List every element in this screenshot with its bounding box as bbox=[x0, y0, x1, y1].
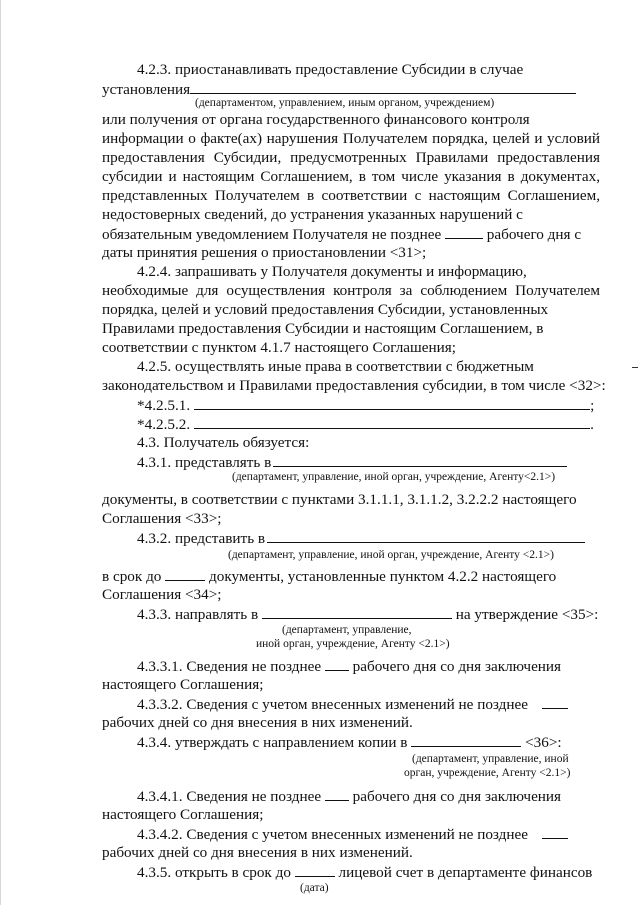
text-fragment: на утверждение <35>: bbox=[455, 606, 599, 623]
paragraph-line: даты принятия решения о приостановлении <31>; bbox=[102, 244, 427, 261]
clause-4-2-3-line bbox=[102, 79, 600, 99]
text-fragment: 4.3.3.1. Сведения не позднее bbox=[137, 658, 322, 675]
subclause-4-3-3-1 bbox=[137, 656, 600, 676]
subclause-4-3-4-1 bbox=[137, 786, 600, 806]
text-fragment: 4.3.3.2. Сведения с учетом внесенных изменений не позднее bbox=[137, 696, 528, 713]
blank-field bbox=[194, 395, 590, 410]
text-fragment: 4.3.1. представлять в bbox=[137, 454, 272, 471]
paragraph-line: необходимые для осуществления контроля за соблюдением Получателем bbox=[102, 282, 600, 299]
blank-field bbox=[165, 566, 205, 581]
paragraph-line: законодательством и Правилами предоставления субсидии, в том числе <32>: bbox=[102, 377, 606, 394]
blank-field bbox=[445, 224, 483, 239]
paragraph-line: настоящего Соглашения; bbox=[102, 676, 264, 693]
text-fragment: *4.2.5.1. bbox=[137, 397, 191, 414]
text-fragment: 4.3.4. утверждать с направлением копии в bbox=[137, 734, 408, 751]
text-fragment: 4.3.4.1. Сведения не позднее bbox=[137, 788, 322, 805]
text-fragment: установления bbox=[102, 81, 191, 98]
blank-field bbox=[411, 732, 521, 747]
section-4-3-heading: 4.3. Получатель обязуется: bbox=[137, 434, 310, 451]
field-caption: (департамент, управление, иной bbox=[412, 753, 569, 765]
text-fragment: *4.2.5.2. bbox=[137, 416, 191, 433]
margin-mark bbox=[632, 367, 638, 368]
text-fragment: обязательным уведомлением Получателя не позднее bbox=[102, 226, 442, 243]
paragraph-line: документы, в соответствии с пунктами 3.1.1.1, 3.1.1.2, 3.2.2.2 настоящего bbox=[102, 491, 577, 508]
field-caption: (дата) bbox=[300, 882, 329, 894]
clause-4-3-1-line bbox=[137, 452, 600, 472]
paragraph-line: рабочих дней со дня внесения в них изменений. bbox=[102, 714, 413, 731]
paragraph-line: соответствии с пунктом 4.1.7 настоящего Соглашения; bbox=[102, 339, 456, 356]
paragraph-line: субсидии и настоящим Соглашением, в том числе указания в документах, bbox=[102, 168, 600, 185]
paragraph-line: недостоверных сведений, до устранения указанных нарушений с bbox=[102, 206, 523, 223]
text-fragment: документы, установленные пунктом 4.2.2 настоящего bbox=[209, 568, 557, 585]
text-fragment: рабочего дня со дня заключения bbox=[352, 788, 562, 805]
paragraph-line bbox=[102, 224, 600, 244]
clause-4-3-2-line bbox=[137, 528, 600, 548]
blank-field bbox=[542, 824, 568, 839]
paragraph-line: представленных Получателем в соответствии с настоящим Соглашением, bbox=[102, 187, 600, 204]
paragraph-line: предоставления Субсидии, предусмотренных Правилами предоставления bbox=[102, 149, 600, 166]
text-fragment: лицевой счет в департаменте финансов bbox=[338, 864, 593, 881]
paragraph-line: Правилами предоставления Субсидии и настоящим Соглашением, в bbox=[102, 320, 544, 337]
clause-4-3-4-line bbox=[137, 732, 600, 752]
paragraph-line: настоящего Соглашения; bbox=[102, 806, 264, 823]
text-fragment: 4.3.5. открыть в срок до bbox=[137, 864, 291, 881]
blank-field bbox=[325, 786, 349, 801]
text-fragment: рабочего дня со дня заключения bbox=[352, 658, 562, 675]
text-fragment: в срок до bbox=[102, 568, 162, 585]
blank-field bbox=[325, 656, 349, 671]
text-fragment: 4.3.4.2. Сведения с учетом внесенных изменений не позднее bbox=[137, 826, 528, 843]
field-caption: (департамент, управление, иной орган, учреждение, Агенту<2.1>) bbox=[232, 471, 556, 483]
field-caption: иной орган, учреждение, Агенту <2.1>) bbox=[256, 638, 450, 650]
blank-field bbox=[194, 414, 590, 429]
text-fragment: <36>: bbox=[525, 734, 562, 751]
clause-4-2-5-line: 4.2.5. осуществлять иные права в соответствии с бюджетным bbox=[137, 358, 534, 375]
paragraph-line: Соглашения <34>; bbox=[102, 586, 222, 603]
blank-field bbox=[262, 604, 452, 619]
subclause-4-3-3-2 bbox=[137, 694, 600, 714]
text-fragment: . bbox=[590, 416, 594, 433]
field-caption: (департамент, управление, bbox=[282, 624, 412, 636]
field-caption: орган, учреждение, Агенту <2.1>) bbox=[404, 767, 571, 779]
text-fragment: 4.3.3. направлять в bbox=[137, 606, 259, 623]
subclause-4-2-5-1 bbox=[137, 395, 600, 415]
scan-edge-line bbox=[0, 0, 1, 905]
text-fragment: рабочего дня с bbox=[486, 226, 582, 243]
blank-field bbox=[273, 452, 567, 467]
clause-4-3-5-line bbox=[137, 862, 600, 882]
clause-4-3-3-line bbox=[137, 604, 600, 624]
clause-4-2-3-line: 4.2.3. приостанавливать предоставление Субсидии в случае bbox=[137, 61, 524, 78]
field-caption: (департамент, управление, иной орган, учреждение, Агенту <2.1>) bbox=[228, 549, 554, 561]
blank-field bbox=[267, 528, 585, 543]
text-fragment: 4.3.2. представить в bbox=[137, 530, 266, 547]
blank-field bbox=[542, 694, 568, 709]
field-caption: (департаментом, управлением, иным органом, учреждением) bbox=[195, 97, 495, 109]
blank-field bbox=[190, 79, 576, 94]
text-fragment: ; bbox=[590, 397, 595, 414]
paragraph-line: или получения от органа государственного финансового контроля bbox=[102, 111, 530, 128]
subclause-4-3-4-2 bbox=[137, 824, 600, 844]
paragraph-line bbox=[102, 566, 600, 586]
clause-4-2-4-line: 4.2.4. запрашивать у Получателя документы и информацию, bbox=[137, 263, 527, 280]
paragraph-line: порядка, целей и условий предоставления Субсидии, установленных bbox=[102, 301, 549, 318]
paragraph-line: Соглашения <33>; bbox=[102, 510, 222, 527]
paragraph-line: информации о факте(ах) нарушения Получателем порядка, целей и условий bbox=[102, 130, 600, 147]
subclause-4-2-5-2 bbox=[137, 414, 600, 434]
paragraph-line: рабочих дней со дня внесения в них изменений. bbox=[102, 844, 413, 861]
blank-field bbox=[295, 862, 335, 877]
